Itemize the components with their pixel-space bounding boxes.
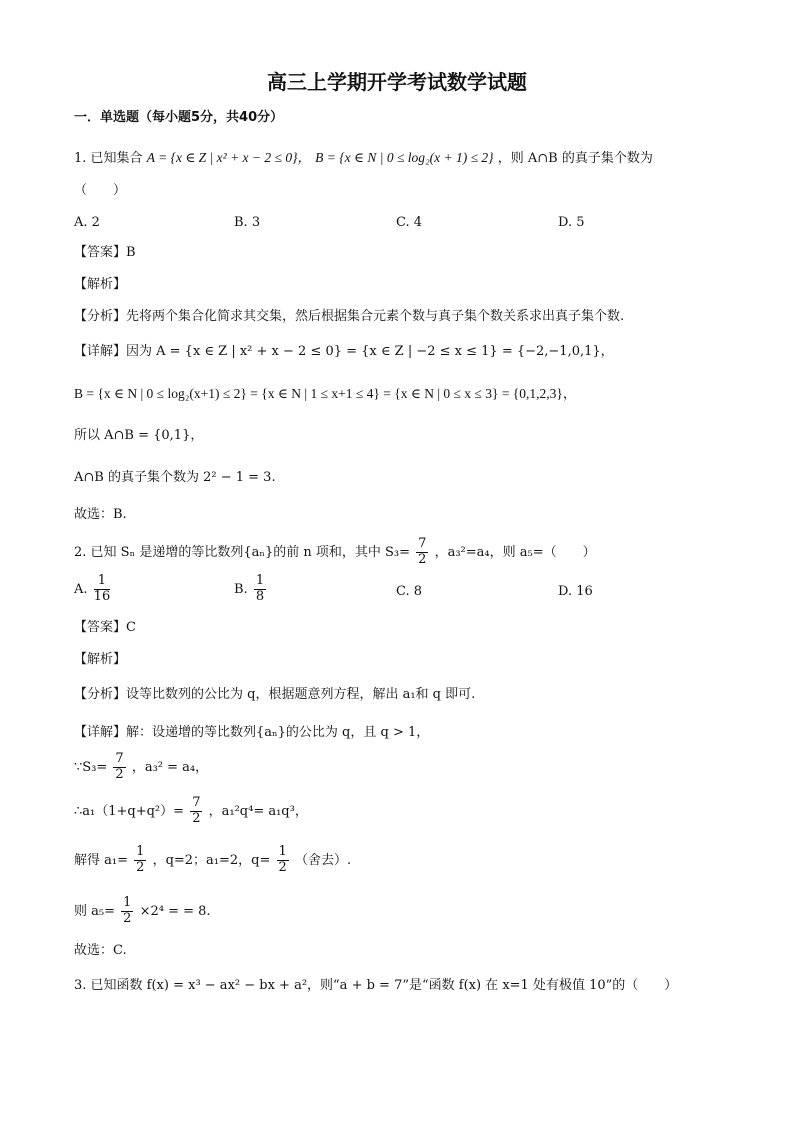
fraction-denominator: 2 — [418, 551, 427, 567]
fraction-denominator: 16 — [93, 588, 111, 604]
fraction-numerator: 1 — [278, 844, 287, 859]
page-title: 高三上学期开学考试数学试题 — [267, 70, 527, 94]
fraction-denominator: 2 — [192, 810, 201, 826]
fraction-numerator: 1 — [255, 573, 265, 588]
fraction-seven-halves — [190, 796, 202, 827]
q1-jiexi: 【解析】 — [74, 277, 127, 292]
q1-choose: 故选：B. — [74, 507, 127, 522]
q2-stem-suffix: ，a₃²=a₄，则 a₅=（ ） — [434, 544, 596, 560]
detail-text: （舍去）. — [294, 852, 352, 868]
q1-stem-suffix: ，则 A∩B 的真子集个数为 — [497, 151, 653, 166]
q1-detail-3: 所以 A∩B = {0,1}， — [74, 428, 204, 443]
q2-detail-1: 【详解】解：设递增的等比数列{aₙ}的公比为 q，且 q > 1， — [74, 725, 430, 740]
fraction-denominator: 2 — [115, 766, 124, 782]
q1-option-b: B. 3 — [234, 215, 261, 230]
q1-answer: 【答案】B — [74, 245, 136, 260]
q2-jiexi: 【解析】 — [74, 652, 127, 667]
q2-detail-2 — [74, 752, 208, 783]
fraction-seven-halves — [113, 752, 125, 783]
q2-detail-4 — [74, 845, 351, 876]
q2-option-c: C. 8 — [396, 584, 423, 599]
fraction-one-half — [121, 896, 133, 927]
q1-stem-prefix: 1. 已知集合 — [74, 151, 143, 166]
option-fraction — [254, 574, 266, 605]
fraction-denominator: 8 — [255, 588, 265, 604]
q1-stem — [74, 151, 653, 165]
q2-fraction-seven-halves — [416, 537, 428, 568]
q2-stem — [74, 537, 596, 568]
fraction-numerator: 1 — [94, 574, 111, 590]
q1-set-a: A = {x ∈ Z | x² + x − 2 ≤ 0}， — [146, 150, 311, 165]
detail-text: ∵S₃= — [74, 759, 108, 775]
q1-option-c: C. 4 — [396, 215, 423, 230]
q1-detail-2: B = {x ∈ N | 0 ≤ log₂(x+1) ≤ 2} = {x ∈ N | 1 ≤ x+1 ≤ 4} = {x ∈ N | 0 ≤ x ≤ 3} = {0,1,2,3}， — [74, 386, 577, 401]
fraction-numerator: 7 — [115, 751, 124, 766]
q2-choose: 故选：C. — [74, 943, 127, 958]
q2-answer: 【答案】C — [74, 620, 136, 635]
q2-option-b — [234, 574, 268, 605]
q2-option-d: D. 16 — [558, 584, 593, 599]
fraction-numerator: 7 — [418, 536, 427, 551]
q1-detail-1: 【详解】因为 A = {x ∈ Z | x² + x − 2 ≤ 0} = {x ∈ Z | −2 ≤ x ≤ 1} = {−2,−1,0,1}， — [74, 344, 614, 359]
q2-fenxi: 【分析】设等比数列的公比为 q，根据题意列方程，解出 a₁和 q 即可. — [74, 687, 476, 702]
q2-detail-5 — [74, 896, 211, 927]
q3-stem: 3. 已知函数 f(x) = x³ − ax² − bx + a²，则“a + b = 7”是“函数 f(x) 在 x=1 处有极值 10”的（ ） — [74, 978, 678, 993]
option-label: B. — [234, 581, 248, 597]
detail-text: ，a₁²q⁴= a₁q³， — [208, 803, 308, 819]
fraction-denominator: 2 — [123, 910, 132, 926]
q2-stem-prefix: 2. 已知 Sₙ 是递增的等比数列{aₙ}的前 n 项和，其中 S₃= — [74, 544, 411, 560]
option-label: A. — [74, 581, 88, 597]
detail-text: ，q=2；a₁=2，q= — [152, 852, 271, 868]
detail-text: 解得 a₁= — [74, 852, 128, 868]
section-heading: 一．单选题（每小题5分，共40分） — [74, 110, 284, 125]
q1-fenxi: 【分析】先将两个集合化简求其交集，然后根据集合元素个数与真子集个数关系求出真子集个数. — [74, 309, 625, 324]
fraction-denominator: 2 — [136, 859, 145, 875]
fraction-numerator: 1 — [136, 844, 145, 859]
detail-text: ×2⁴ = = 8. — [139, 903, 211, 919]
q1-set-b: B = {x ∈ N | 0 ≤ log₂(x + 1) ≤ 2} — [315, 150, 494, 165]
detail-text: ∴a₁（1+q+q²）= — [74, 803, 185, 819]
q2-detail-3 — [74, 796, 308, 827]
fraction-denominator: 2 — [278, 859, 287, 875]
q2-option-a — [74, 574, 112, 605]
q1-option-a: A. 2 — [74, 215, 100, 230]
q1-option-d: D. 5 — [558, 215, 585, 230]
option-fraction — [94, 574, 111, 605]
fraction-numerator: 1 — [123, 895, 132, 910]
fraction-numerator: 7 — [192, 795, 201, 810]
detail-text: ，a₃² = a₄， — [131, 759, 209, 775]
q1-paren: （ ） — [74, 183, 127, 198]
detail-text: 则 a₅= — [74, 903, 115, 919]
q1-detail-4: A∩B 的真子集个数为 2² − 1 = 3. — [74, 470, 276, 485]
fraction-one-half — [277, 845, 289, 876]
fraction-one-half — [134, 845, 146, 876]
